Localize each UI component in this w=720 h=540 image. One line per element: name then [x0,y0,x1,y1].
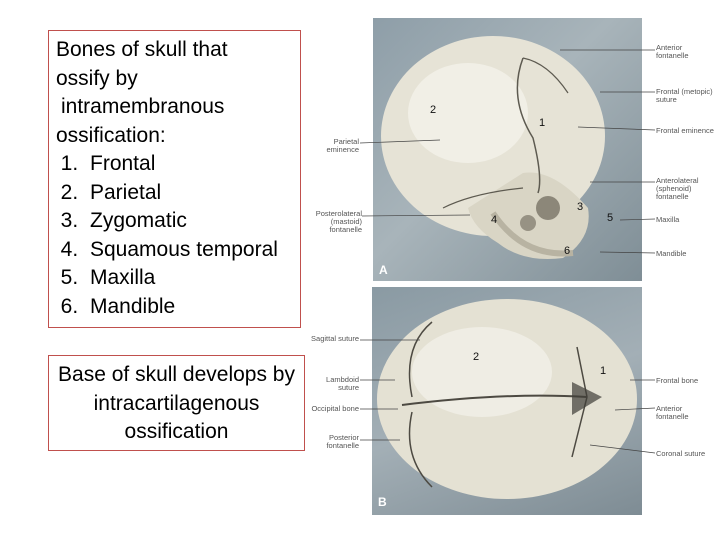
base-line: ossification [124,420,229,443]
bone-list-item: 1. Frontal [84,150,293,179]
bone-list-item: 4. Squamous temporal [84,236,293,265]
figure-label: Posterolateral (mastoid) fontanelle [315,209,362,234]
intro-text [56,36,293,150]
intro-line: Bones of skull that [56,38,228,61]
figure-number: 2 [430,104,437,116]
figure-number: 3 [577,201,584,213]
intracartilagenous-info-box [48,355,305,451]
figure-number: 5 [607,212,614,224]
intramembranous-info-box [48,30,301,328]
figure-number: 1 [600,365,607,377]
figure-label: Coronal suture [656,449,706,458]
figure-label: Lambdoid suture [326,375,359,392]
panel-letter: A [379,263,388,277]
figure-label: Anterolateral (sphenoid) fontanelle [656,176,699,201]
figure-label: Occipital bone [311,404,359,413]
figure-label: Parietal eminence [326,137,359,154]
skull-lateral-photo [373,18,642,281]
figure-label: Sagittal suture [311,334,359,343]
figure-number: 6 [564,245,571,257]
figure-label: Anterior fontanelle [656,404,689,421]
base-line: intracartilagenous [93,391,260,415]
figure-label: Posterior fontanelle [326,433,359,450]
bone-list-item: 6. Mandible [84,293,293,322]
panel-letter: B [378,495,387,509]
figure-label: Frontal bone [656,376,699,385]
intro-line: ossify by [56,66,138,90]
intro-line: ossification: [56,123,166,147]
figure-number: 1 [539,117,546,129]
skull-lateral-drawing [373,18,642,281]
figure-label: Mandible [656,249,687,258]
bone-list-item: 2. Parietal [84,179,293,208]
base-line: Base of skull develops by [58,363,295,386]
figure-label: Frontal eminence [656,126,714,135]
figure-label: Maxilla [656,215,680,224]
intro-line: intramembranous [61,95,225,118]
figure-number: 4 [491,214,498,226]
figure-number: 2 [473,351,480,363]
bone-list-item: 5. Maxilla [84,264,293,293]
skull-superior-drawing [372,287,642,515]
skull-superior-photo [372,287,642,515]
bone-list [56,150,293,321]
bone-list-item: 3. Zygomatic [84,207,293,236]
figure-label: Frontal (metopic) suture [656,87,713,104]
figure-label: Anterior fontanelle [656,43,689,60]
